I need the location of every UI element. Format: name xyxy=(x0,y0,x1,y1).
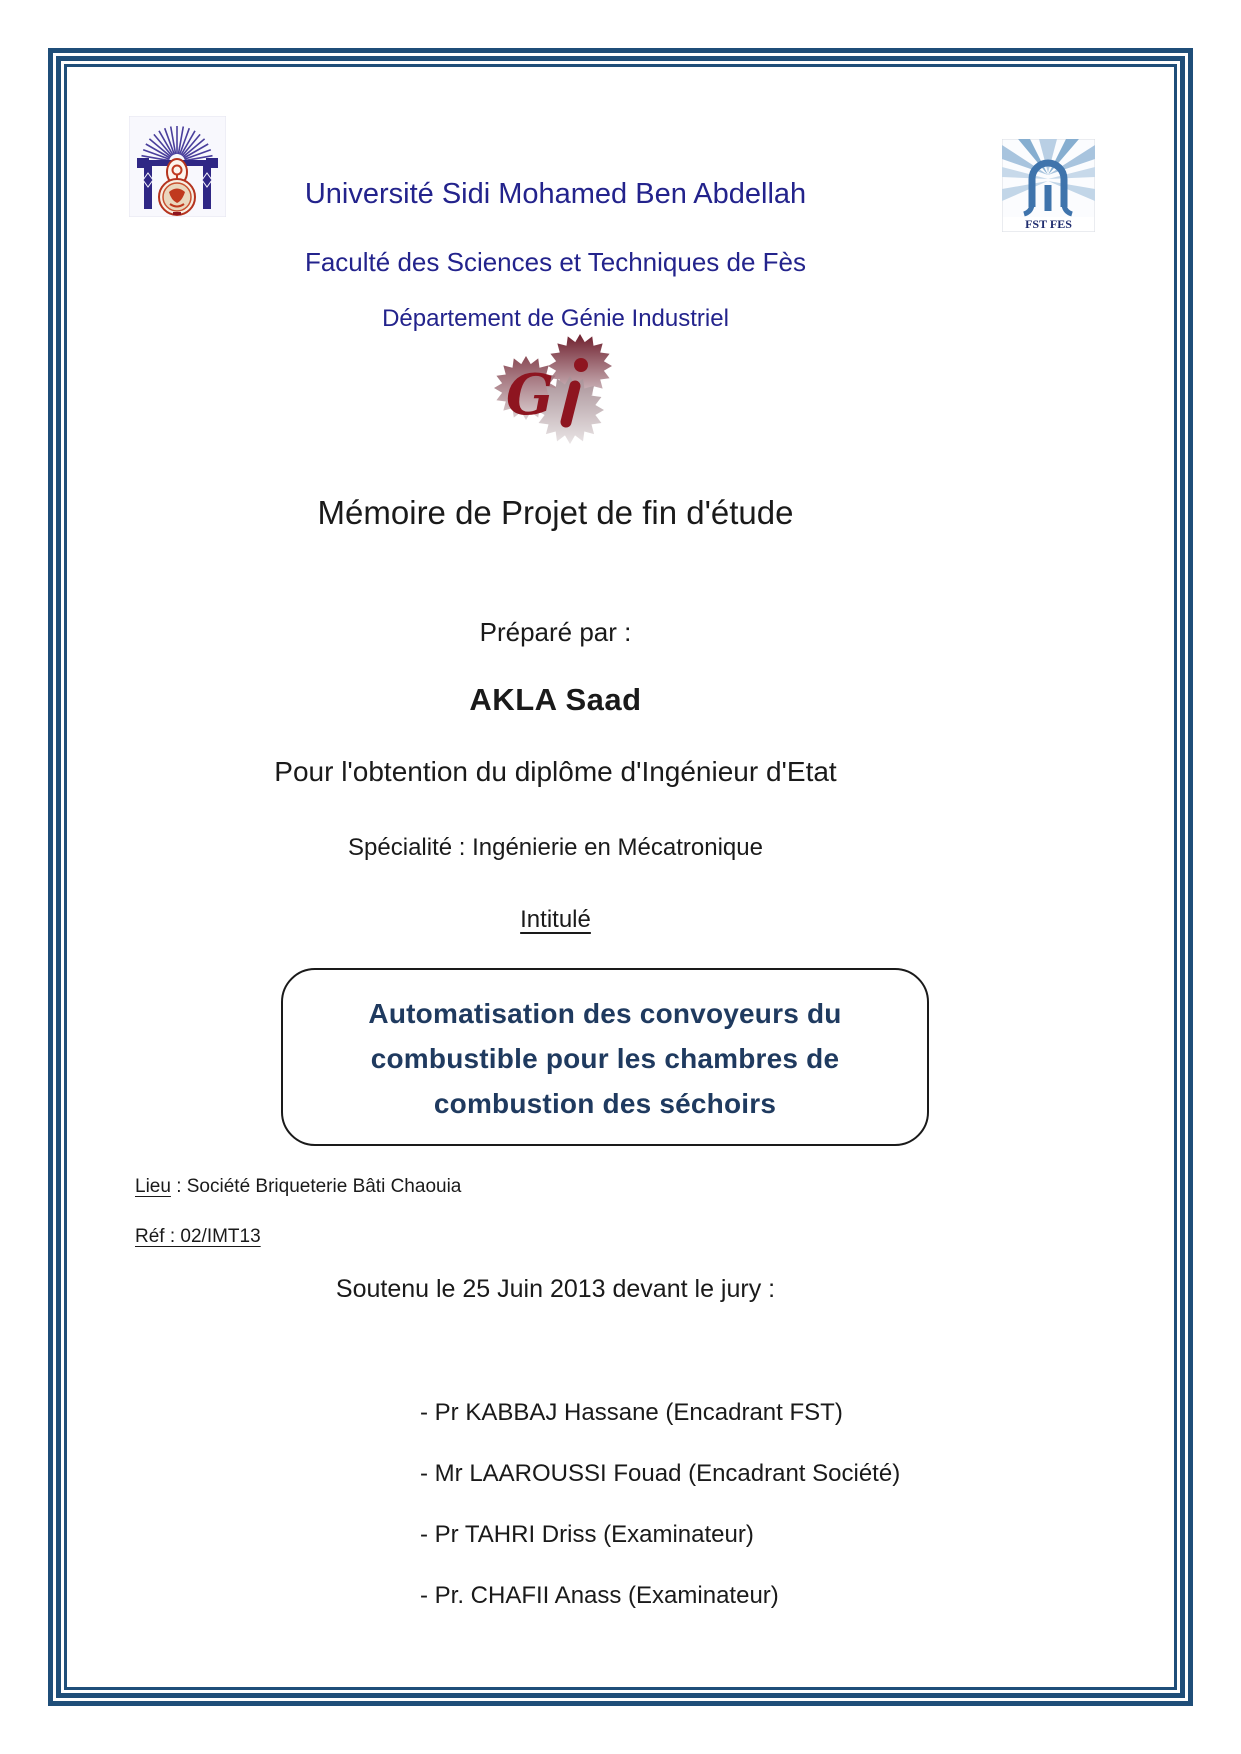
project-title-line: combustion des séchoirs xyxy=(433,1088,777,1119)
location-label: Lieu xyxy=(135,1176,171,1197)
reference-line: Réf : 02/IMT13 xyxy=(135,1226,261,1247)
jury-member: - Pr KABBAJ Hassane (Encadrant FST) xyxy=(420,1399,843,1426)
specialty-line: Spécialité : Ingénierie en Mécatronique xyxy=(348,834,763,861)
gi-department-logo xyxy=(492,334,618,446)
jury-list xyxy=(420,1396,900,1640)
jury-member: - Pr. CHAFII Anass (Examinateur) xyxy=(420,1582,779,1609)
document-type-title: Mémoire de Projet de fin d'étude xyxy=(317,494,794,531)
jury-member: - Pr TAHRI Driss (Examinateur) xyxy=(420,1521,754,1548)
fst-fes-caption: FST FES xyxy=(1025,217,1072,231)
project-title-box xyxy=(281,968,929,1146)
prepared-by-label: Préparé par : xyxy=(479,617,632,647)
degree-line: Pour l'obtention du diplôme d'Ingénieur d'Etat xyxy=(274,756,837,787)
intitule-label: Intitulé xyxy=(520,906,591,933)
jury-member: - Mr LAAROUSSI Fouad (Encadrant Société) xyxy=(420,1460,901,1487)
university-name: Université Sidi Mohamed Ben Abdellah xyxy=(304,178,807,210)
gi-letter-i-dot xyxy=(574,358,588,372)
location-line xyxy=(135,1174,461,1200)
author-name: AKLA Saad xyxy=(469,682,642,717)
project-title-line: Automatisation des convoyeurs du xyxy=(368,998,842,1029)
gi-letter-g: G xyxy=(506,362,554,428)
location-value: : Société Briqueterie Bâti Chaouia xyxy=(170,1176,462,1197)
department-name: Département de Génie Industriel xyxy=(382,305,729,332)
project-title-line: combustible pour les chambres de xyxy=(370,1043,840,1074)
faculty-name: Faculté des Sciences et Techniques de Fès xyxy=(304,247,807,277)
defense-date-line: Soutenu le 25 Juin 2013 devant le jury : xyxy=(335,1275,776,1303)
